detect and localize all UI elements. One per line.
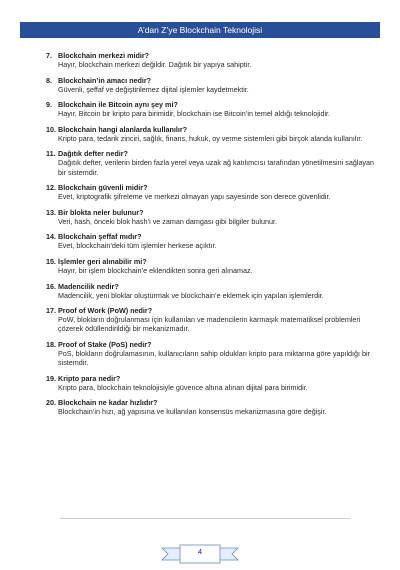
faq-item [46, 208, 376, 226]
faq-question [46, 76, 376, 85]
faq-item [46, 282, 376, 300]
faq-number: 19. [46, 373, 56, 383]
faq-answer: Kripto para, blockchain teknolojisiyle güvence altına alınan dijital para birimidir. [58, 382, 308, 392]
faq-item [46, 100, 376, 118]
faq-question-text: Blockchain’in amacı nedir? [58, 75, 152, 85]
faq-number: 13. [46, 207, 56, 217]
faq-answer: Güvenli, şeffaf ve değiştirilemez dijital işlemler kaydetmektir. [58, 84, 249, 94]
faq-question-text: Proof of Work (PoW) nedir? [58, 306, 153, 316]
document-title: A’dan Z’ye Blockchain Teknolojisi [137, 25, 263, 35]
faq-item [46, 257, 376, 275]
faq-question-text: Dağıtık defter nedir? [58, 149, 128, 159]
faq-number: 12. [46, 183, 56, 193]
faq-answer: Dağıtık defter, verilerin birden fazla yerel veya uzak ağ katılımcısı tarafından yönetilmesini sağlayan bir sistemdir. [58, 158, 375, 177]
faq-answer: Evet, kriptografik şifreleme ve merkezi olmayan yapı sayesinde son derece güvenlidir. [58, 192, 331, 202]
faq-answer: PoS, blokların doğrulamasının, kullanıcıların sahip oldukları kripto para miktarına göre yapıldığı bir sistemdir. [58, 348, 371, 368]
faq-question [46, 374, 376, 383]
faq-item [46, 149, 376, 176]
faq-answer: Hayır, bir işlem blockchain’e eklendikten sonra geri alınamaz. [58, 265, 253, 275]
faq-question [46, 149, 376, 158]
faq-question-text: Blockchain ne kadar hızlıdır? [58, 398, 158, 408]
faq-question [46, 257, 376, 266]
faq-number: 16. [46, 281, 56, 291]
faq-question-text: Blockchain ile Bitcoin aynı şey mi? [58, 100, 178, 110]
ribbon-right-tail [218, 548, 238, 560]
faq-question-text: Blockchain şeffaf mıdır? [58, 232, 142, 242]
faq-question [46, 398, 376, 407]
faq-item [46, 306, 376, 333]
faq-answer: Blockchain’in hızı, ağ yapısına ve kullanılan konsensüs mekanizmasına göre değişir. [58, 407, 327, 417]
faq-question-text: Blockchain güvenli midir? [58, 183, 148, 193]
faq-answer: Hayır, blockchain merkezi değildir. Dağıtık bir yapıya sahiptir. [58, 60, 252, 69]
faq-answer: Evet, blockchain’deki tüm işlemler herkese açıktır. [58, 241, 217, 251]
faq-number: 20. [46, 398, 56, 408]
faq-answer: Hayır, Bitcoin bir kripto para birimidir, blockchain ise Bitcoin’in temel aldığı teknolojidir. [58, 109, 331, 119]
faq-item [46, 340, 376, 367]
faq-item [46, 125, 376, 143]
faq-number: 9. [46, 100, 52, 110]
faq-question [46, 100, 376, 109]
footer-divider [60, 518, 350, 519]
faq-number: 8. [46, 75, 52, 85]
faq-question [46, 125, 376, 134]
faq-item [46, 183, 376, 201]
faq-number: 7. [46, 51, 52, 60]
faq-question [46, 51, 376, 60]
faq-question-text: Blockchain merkezi midir? [58, 51, 150, 60]
faq-question [46, 306, 376, 315]
faq-answer: Madencilik, yeni bloklar oluşturmak ve blockchain’e eklemek için yapılan işlemlerdir. [58, 290, 324, 300]
faq-number: 17. [46, 306, 56, 316]
faq-question-text: Bir blokta neler bulunur? [58, 207, 144, 217]
faq-item [46, 232, 376, 250]
faq-list [46, 51, 376, 423]
faq-answer: Veri, hash, önceki blok hash’i ve zaman damgası gibi bilgiler bulunur. [58, 216, 277, 226]
faq-question [46, 340, 376, 349]
faq-item [46, 398, 376, 416]
faq-item [46, 76, 376, 94]
faq-question [46, 208, 376, 217]
faq-question-text: Proof of Stake (PoS) nedir? [58, 339, 152, 349]
faq-item [46, 374, 376, 392]
faq-number: 10. [46, 124, 56, 134]
faq-number: 18. [46, 339, 56, 349]
faq-question [46, 183, 376, 192]
faq-answer: PoW, blokların doğrulanması için kullanılan ve madencilerin karmaşık matematiksel problemleri çözerek ödüllendirildiği bir mekanizmadır. [58, 315, 361, 334]
faq-answer: Kripto para, tedarik zinciri, sağlık, finans, hukuk, oy verme sistemleri gibi birçok alanda kullanılır. [58, 133, 363, 143]
faq-question-text: Kripto para nedir? [58, 373, 121, 383]
faq-question [46, 282, 376, 291]
document-header [20, 22, 380, 38]
faq-number: 11. [46, 149, 56, 159]
faq-question-text: İşlemler geri alınabilir mi? [58, 256, 147, 266]
faq-number: 15. [46, 256, 56, 266]
faq-question-text: Blockchain hangi alanlarda kullanılır? [58, 124, 188, 134]
faq-question [46, 232, 376, 241]
faq-question-text: Madencilik nedir? [58, 281, 119, 291]
faq-number: 14. [46, 232, 56, 242]
ribbon-left-tail [162, 548, 182, 560]
page-number: 4 [197, 547, 203, 556]
faq-item [46, 51, 376, 69]
